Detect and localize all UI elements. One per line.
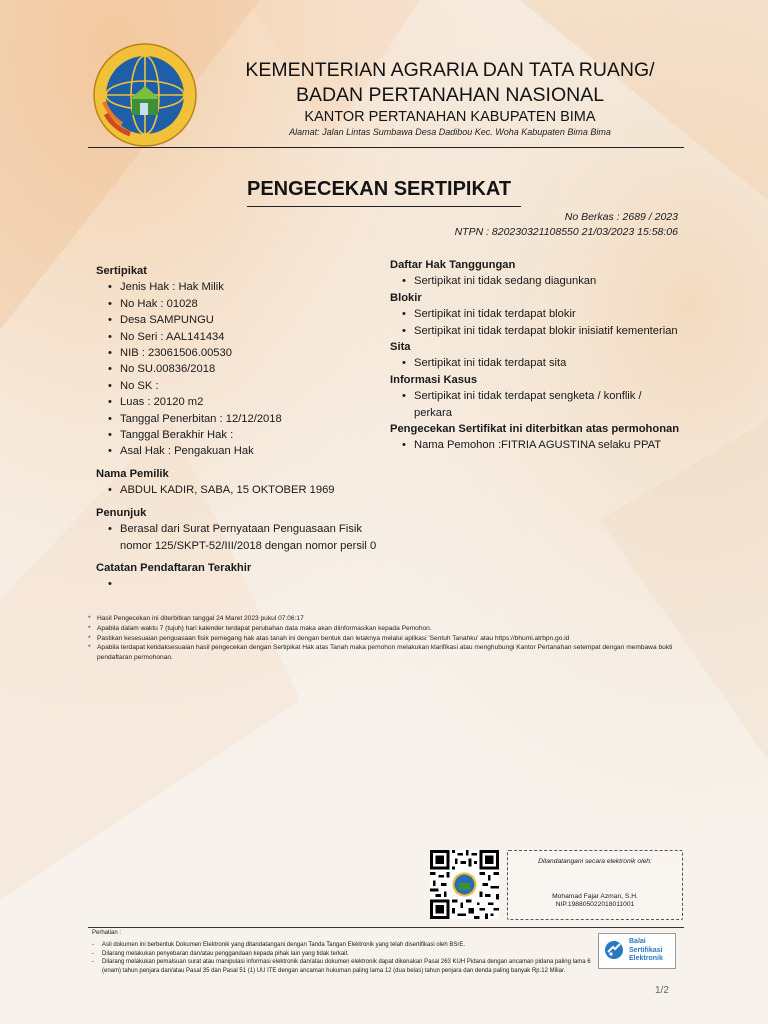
page-number: 1/2 [655,985,669,996]
section-heading-sertipikat: Sertipikat [96,265,147,277]
kasus-list [390,388,680,421]
footer-note-item: - Dilarang melakukan pemalsuan surat atau manipulasi informasi elektronik dan/atau dokumen elektronik dapat dikenakan Pasal 263 KUH Pidana dengan ancaman pidana paling lama 6 (enam) tahun penjara dan/atau Pasal 35 dan Pasal 51 (1) UU ITE dengan ancaman hukuman paling lama 12 (dua belas) tahun penjara dan denda paling banyak Rp.12 Miliar. [92,958,592,975]
office-address: Alamat: Jalan Lintas Sumbawa Desa Dadibou Kec. Woha Kabupaten Bima Bima [289,127,611,137]
footer-notes [92,941,592,975]
note-item: * Pastikan kesesuaian penguasaan fisik pemegang hak atas tanah ini dengan bentuk dan letaknya melalui aplikasi 'Sentuh Tanahku' atau https://bhumi.atrbpn.go.id [88,634,688,644]
list-item: • No Seri : AAL141434 [110,329,381,345]
section-heading-permohonan: Pengecekan Sertifikat ini diterbitkan atas permohonan [390,423,680,436]
qr-code [430,850,499,919]
section-heading-kasus: Informasi Kasus [390,373,478,386]
footer-note-item: - Dilarang melakukan penyebaran dan/atau penggandaan kepada pihak lain yang tidak terkait. [92,950,592,959]
list-item: • Nama Pemohon :FITRIA AGUSTINA selaku PPAT [404,437,680,453]
signatory-nip: NIP.198805022018011001 [555,901,635,908]
list-item: • Asal Hak : Pengakuan Hak [110,443,381,459]
list-item: • No SU.00836/2018 [110,361,381,377]
list-item: • Luas : 20120 m2 [110,394,381,410]
bsre-label-line2: Sertifikasi [629,946,663,954]
bsre-badge [598,933,676,969]
list-item: • Jenis Hak : Hak Milik [110,279,381,295]
list-item: • Sertipikat ini tidak terdapat blokir inisiatif kementerian [404,323,680,339]
list-item: • Sertipikat ini tidak terdapat sengketa / konflik / perkara [404,388,680,421]
signature-label: Ditandatangani secara elektronik oleh: [538,858,652,865]
ministry-name [205,58,695,108]
list-item: • ABDUL KADIR, SABA, 15 OKTOBER 1969 [110,482,381,498]
section-heading-catatan: Catatan Pendaftaran Terakhir [96,561,252,574]
right-column [390,257,680,454]
title-underline [247,206,521,207]
pemilik-list [96,482,381,498]
ministry-line2: BADAN PERTANAHAN NASIONAL [295,84,605,106]
penunjuk-list [96,521,381,554]
left-column [96,263,381,576]
list-item: • NIB : 23061506.00530 [110,345,381,361]
hak-tanggungan-list [390,273,680,289]
ministry-line1: KEMENTERIAN AGRARIA DAN TATA RUANG/ [245,59,655,81]
list-item: • Tanggal Berakhir Hak : [110,427,381,443]
permohonan-list [390,437,680,453]
notes [88,614,688,663]
ministry-logo [92,42,198,148]
sita-list [390,355,680,371]
document-title: PENGECEKAN SERTIPIKAT [247,178,512,200]
signatory-name: Mohamad Fajar Azman, S.H. [552,893,638,900]
note-item: * Hasil Pengecekan ini diterbitkan tanggal 24 Maret 2023 pukul 07:06:17 [88,614,688,624]
section-heading-hak-tanggungan: Daftar Hak Tanggungan [390,259,516,271]
no-berkas: No Berkas : 2689 / 2023 [564,211,678,223]
list-item: • Sertipikat ini tidak sedang diagunkan [404,273,680,289]
ntpn: NTPN : 820230321108550 21/03/2023 15:58:06 [454,226,678,238]
bsre-label-line1: Balai [629,938,646,945]
list-item: • Berasal dari Surat Pernyataan Penguasaan Fisik nomor 125/SKPT-52/III/2018 dengan nomor persil 0 [110,521,381,554]
office-name: KANTOR PERTANAHAN KABUPATEN BIMA [304,109,596,125]
sertipikat-list [96,279,381,459]
perhatian-label: Perhatian : [92,930,122,936]
note-item: * Apabila dalam waktu 7 (tujuh) hari kalender terdapat perubahan data maka akan diinformasikan kepada Pemohon. [88,624,688,634]
list-item: • Desa SAMPUNGU [110,312,381,328]
signatory [507,893,683,909]
list-item: • No SK : [110,378,381,394]
list-item: • Sertipikat ini tidak terdapat blokir [404,306,680,322]
section-heading-blokir: Blokir [390,291,422,304]
footer-note-item: - Asli dokumen ini berbentuk Dokumen Elektronik yang ditandatangani dengan Tanda Tangan Elektronik yang telah disertifikasi oleh BSrE. [92,941,592,950]
bsre-icon [604,940,624,960]
section-heading-penunjuk: Penunjuk [96,506,147,519]
footer-divider [88,927,684,928]
bsre-label-line3: Elektronik [629,955,663,962]
section-heading-sita: Sita [390,341,411,354]
list-item: • Tanggal Penerbitan : 12/12/2018 [110,411,381,427]
header-divider [88,147,684,148]
bsre-label [629,938,663,964]
list-item: • No Hak : 01028 [110,296,381,312]
list-item: • Sertipikat ini tidak terdapat sita [404,355,680,371]
blokir-list [390,306,680,339]
section-heading-pemilik: Nama Pemilik [96,467,169,480]
note-item: * Apabila terdapat ketidaksesuaian hasil pengecekan dengan Sertipikat Hak atas Tanah maka pemohon melakukan klarifikasi atau menghubungi Kantor Pertanahan setempat dengan membawa bukti pendaftaran permohonan. [88,643,688,663]
